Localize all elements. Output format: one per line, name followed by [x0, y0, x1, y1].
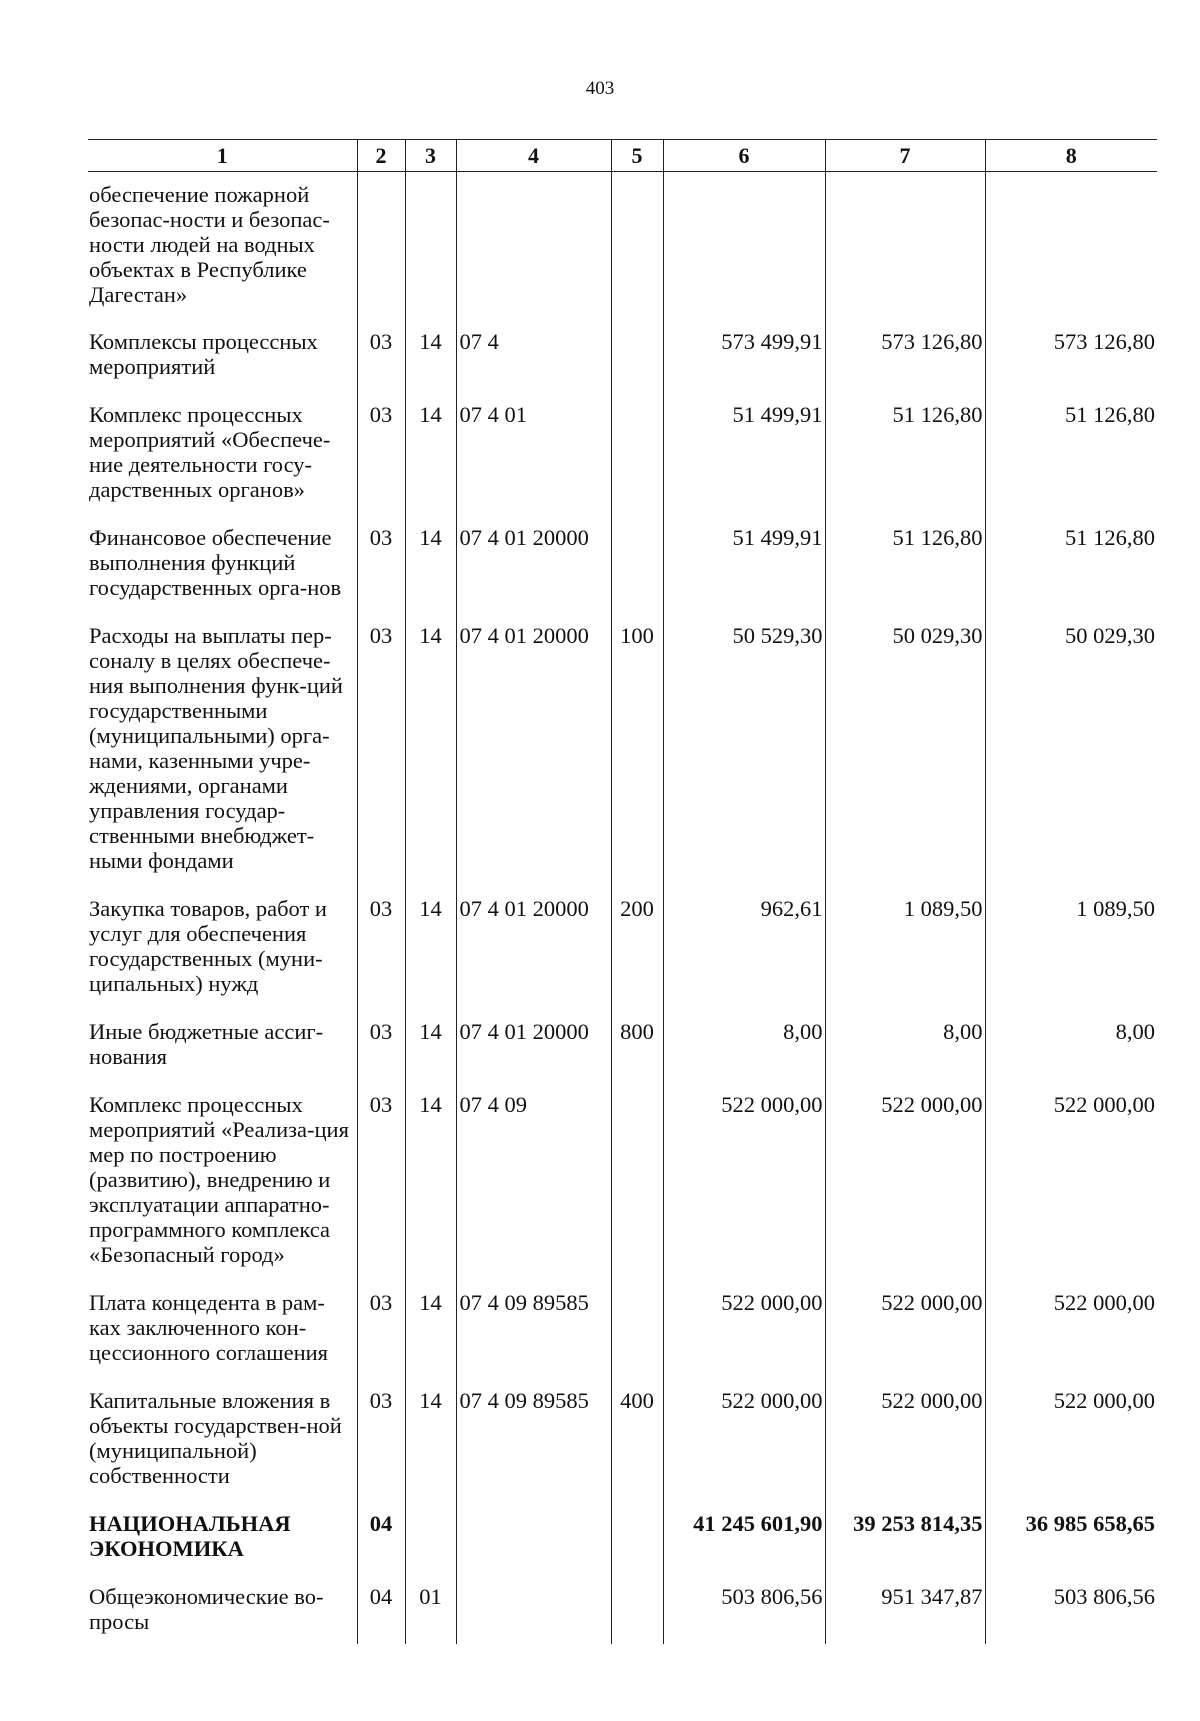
row-amount-year-3: 522 000,00 — [1053, 1388, 1155, 1413]
row-subsection-code: 01 — [405, 1577, 456, 1644]
row-section-code: 03 — [357, 616, 405, 889]
row-expense-type: 800 — [611, 1012, 663, 1085]
row-amount-year-1: 962,61 — [663, 889, 825, 1012]
table-header-row — [88, 140, 1157, 172]
row-amount-year-3: 522 000,00 — [1053, 1290, 1155, 1315]
table-row — [88, 518, 1157, 616]
column-header-target-article: 4 — [456, 140, 611, 172]
row-section-code: 03 — [357, 518, 405, 616]
row-target-article: 07 4 09 89585 — [456, 1381, 611, 1504]
column-header-year-1: 6 — [663, 140, 825, 172]
column-header-year-2: 7 — [825, 140, 985, 172]
row-target-article: 07 4 01 — [456, 395, 611, 518]
row-amount-year-2: 1 089,50 — [825, 889, 985, 1012]
row-name: Комплексы процессных мероприятий — [88, 322, 357, 395]
row-expense-type — [611, 322, 663, 395]
row-section-code: 03 — [357, 322, 405, 395]
row-target-article: 07 4 — [456, 322, 611, 395]
row-name: Финансовое обеспечение выполнения функций государственных орга-нов — [88, 518, 357, 616]
row-amount-year-1: 8,00 — [663, 1012, 825, 1085]
row-amount-year-1: 522 000,00 — [663, 1283, 825, 1381]
table-row — [88, 322, 1157, 395]
row-section-code: 03 — [357, 1085, 405, 1283]
table-row — [88, 1381, 1157, 1504]
page-number: 403 — [585, 78, 615, 99]
row-expense-type: 200 — [611, 889, 663, 1012]
row-amount-year-3: 1 089,50 — [1076, 896, 1155, 921]
row-amount-year-1: 522 000,00 — [663, 1085, 825, 1283]
row-amount-year-3: 522 000,00 — [1053, 1092, 1155, 1117]
budget-table — [88, 139, 1157, 1644]
row-section-code: 03 — [357, 1381, 405, 1504]
row-expense-type — [611, 172, 663, 323]
row-amount-year-1 — [663, 172, 825, 323]
row-section-code: 03 — [357, 395, 405, 518]
table-row — [88, 616, 1157, 889]
row-amount-year-3: 8,00 — [1115, 1019, 1155, 1044]
table-row — [88, 1504, 1157, 1577]
row-amount-year-2: 522 000,00 — [825, 1283, 985, 1381]
row-subsection-code: 14 — [405, 322, 456, 395]
row-section-code: 03 — [357, 889, 405, 1012]
row-name: Плата концедента в рам-ках заключенного кон-цессионного соглашения — [88, 1283, 357, 1381]
row-expense-type — [611, 1577, 663, 1644]
row-amount-year-3: 50 029,30 — [1065, 623, 1155, 648]
row-expense-type — [611, 1504, 663, 1577]
row-amount-year-3: 36 985 658,65 — [1025, 1511, 1155, 1536]
row-target-article: 07 4 01 20000 — [456, 889, 611, 1012]
row-name: Комплекс процессных мероприятий «Обеспече-ние деятельности госу-дарственных органов» — [88, 395, 357, 518]
row-target-article — [456, 1504, 611, 1577]
table-body — [88, 172, 1157, 1645]
row-target-article: 07 4 09 89585 — [456, 1283, 611, 1381]
row-target-article: 07 4 01 20000 — [456, 1012, 611, 1085]
row-amount-year-1: 50 529,30 — [663, 616, 825, 889]
row-amount-year-3: 51 126,80 — [1065, 525, 1155, 550]
row-name: НАЦИОНАЛЬНАЯ ЭКОНОМИКА — [88, 1504, 357, 1577]
row-subsection-code — [405, 172, 456, 323]
row-amount-year-2: 573 126,80 — [825, 322, 985, 395]
row-amount-year-1: 503 806,56 — [663, 1577, 825, 1644]
row-section-code: 03 — [357, 1283, 405, 1381]
row-name: обеспечение пожарной безопас-ности и безопас-ности людей на водных объектах в Республике Дагестан» — [88, 172, 357, 323]
row-target-article — [456, 172, 611, 323]
row-amount-year-1: 41 245 601,90 — [663, 1504, 825, 1577]
row-amount-year-3: 503 806,56 — [1053, 1584, 1155, 1609]
row-amount-year-2: 50 029,30 — [825, 616, 985, 889]
row-amount-year-2: 39 253 814,35 — [825, 1504, 985, 1577]
row-subsection-code: 14 — [405, 1012, 456, 1085]
row-amount-year-2: 8,00 — [825, 1012, 985, 1085]
row-subsection-code: 14 — [405, 1381, 456, 1504]
row-target-article: 07 4 09 — [456, 1085, 611, 1283]
row-target-article: 07 4 01 20000 — [456, 616, 611, 889]
table-row — [88, 1577, 1157, 1644]
row-amount-year-2: 522 000,00 — [825, 1381, 985, 1504]
row-expense-type — [611, 1283, 663, 1381]
row-expense-type — [611, 518, 663, 616]
row-amount-year-1: 51 499,91 — [663, 395, 825, 518]
column-header-year-3: 8 — [985, 140, 1157, 172]
row-subsection-code: 14 — [405, 889, 456, 1012]
row-subsection-code: 14 — [405, 395, 456, 518]
row-amount-year-2: 51 126,80 — [825, 395, 985, 518]
row-name: Иные бюджетные ассиг-нования — [88, 1012, 357, 1085]
row-section-code: 04 — [357, 1577, 405, 1644]
row-expense-type: 100 — [611, 616, 663, 889]
row-subsection-code: 14 — [405, 1085, 456, 1283]
row-section-code: 04 — [357, 1504, 405, 1577]
table-row — [88, 172, 1157, 323]
row-amount-year-3: 573 126,80 — [1053, 329, 1155, 354]
column-header-name: 1 — [88, 140, 357, 172]
row-amount-year-1: 522 000,00 — [663, 1381, 825, 1504]
row-amount-year-2 — [825, 172, 985, 323]
table-row — [88, 1085, 1157, 1283]
table-row — [88, 1283, 1157, 1381]
row-subsection-code: 14 — [405, 518, 456, 616]
row-name: Расходы на выплаты пер-соналу в целях обеспече-ния выполнения функ-ций государственными (муниципальными) орга-нами, казенными учре-ждениями, органами управления государ-ственными внебюджет-ными фондами — [88, 616, 357, 889]
column-header-expense-type: 5 — [611, 140, 663, 172]
row-name: Комплекс процессных мероприятий «Реализа-ция мер по построению (развитию), внедрению и эксплуатации аппаратно-программного комплекса «Безопасный город» — [88, 1085, 357, 1283]
row-amount-year-2: 522 000,00 — [825, 1085, 985, 1283]
table-row — [88, 1012, 1157, 1085]
table-row — [88, 889, 1157, 1012]
row-subsection-code — [405, 1504, 456, 1577]
row-expense-type — [611, 395, 663, 518]
row-amount-year-2: 51 126,80 — [825, 518, 985, 616]
row-expense-type — [611, 1085, 663, 1283]
column-header-section: 2 — [357, 140, 405, 172]
row-subsection-code: 14 — [405, 616, 456, 889]
row-name: Капитальные вложения в объекты государствен-ной (муниципальной) собственности — [88, 1381, 357, 1504]
row-section-code: 03 — [357, 1012, 405, 1085]
row-amount-year-3: 51 126,80 — [1065, 402, 1155, 427]
row-section-code — [357, 172, 405, 323]
table-row — [88, 395, 1157, 518]
row-target-article — [456, 1577, 611, 1644]
column-header-subsection: 3 — [405, 140, 456, 172]
row-target-article: 07 4 01 20000 — [456, 518, 611, 616]
row-amount-year-2: 951 347,87 — [825, 1577, 985, 1644]
row-name: Общеэкономические во-просы — [88, 1577, 357, 1644]
row-amount-year-1: 573 499,91 — [663, 322, 825, 395]
row-amount-year-3 — [985, 172, 1157, 323]
row-name: Закупка товаров, работ и услуг для обеспечения государственных (муни-ципальных) нужд — [88, 889, 357, 1012]
row-amount-year-1: 51 499,91 — [663, 518, 825, 616]
row-subsection-code: 14 — [405, 1283, 456, 1381]
row-expense-type: 400 — [611, 1381, 663, 1504]
